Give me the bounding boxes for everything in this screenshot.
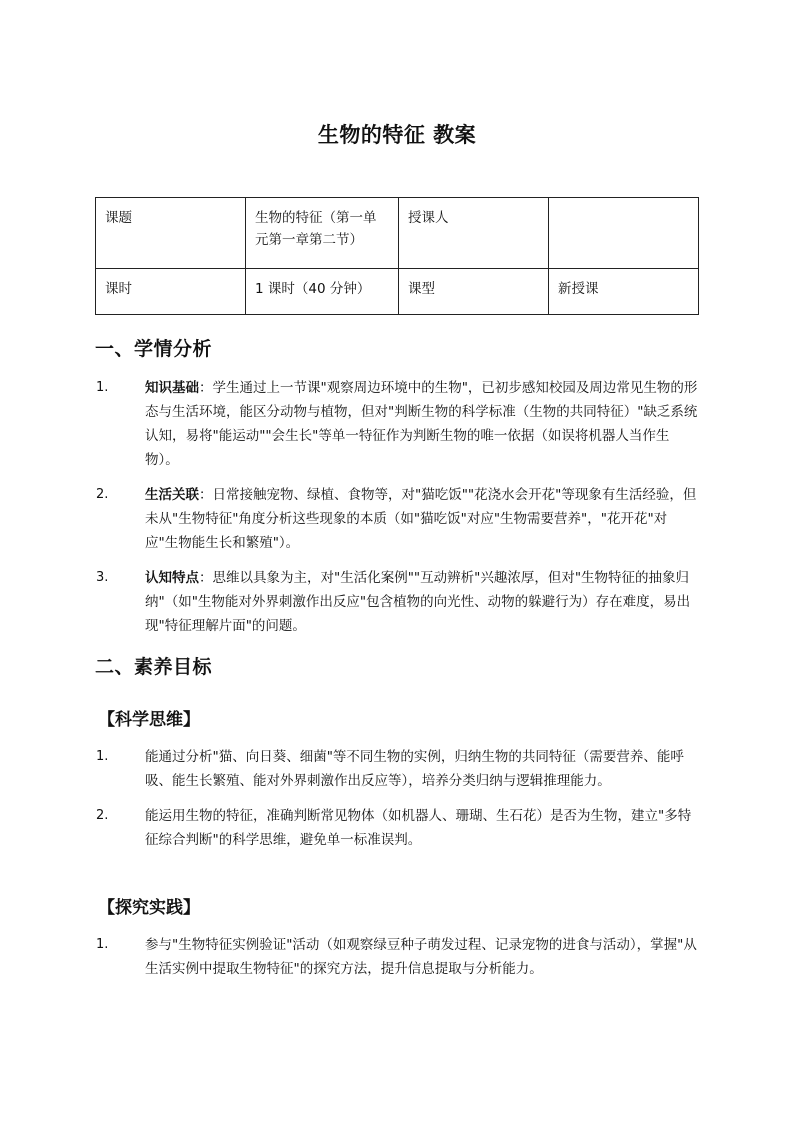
document-title: 生物的特征 教案 <box>317 123 477 147</box>
type-value-cell: 新授课 <box>549 269 699 315</box>
list-item-number: 1. <box>96 937 109 952</box>
list-item-text: ：学生通过上一节课"观察周边环境中的生物"，已初步感知校园及周边常见生物的形态与生活环境，能区分动物与植物，但对"判断生物的科学标准（生物的共同特征）"缺乏系统认知，易将"能运动""会生长"等单一特征作为判断生物的唯一依据（如误将机器人当作生物）。 <box>145 380 698 468</box>
list-item <box>95 745 700 793</box>
lesson-info-table <box>95 197 699 315</box>
student-analysis-list <box>95 376 700 649</box>
subsection-heading-scientific-thinking: 【科学思维】 <box>98 710 200 730</box>
list-item-number: 2. <box>96 808 109 823</box>
teacher-value-cell <box>549 198 699 269</box>
subsection-heading-inquiry-practice: 【探究实践】 <box>98 898 200 918</box>
table-row <box>96 269 699 315</box>
list-item <box>95 804 700 852</box>
table-row <box>96 198 699 269</box>
list-item-lead: 知识基础 <box>145 380 199 396</box>
list-item-text: 参与"生物特征实例验证"活动（如观察绿豆种子萌发过程、记录宠物的进食与活动），掌握"从生活实例中提取生物特征"的探究方法，提升信息提取与分析能力。 <box>145 937 697 977</box>
list-item-text: 能通过分析"猫、向日葵、细菌"等不同生物的实例，归纳生物的共同特征（需要营养、能呼吸、能生长繁殖、能对外界刺激作出反应等），培养分类归纳与逻辑推理能力。 <box>145 749 684 789</box>
section-heading-competency-goals: 二、素养目标 <box>95 656 213 678</box>
list-item-number: 1. <box>96 749 109 764</box>
topic-label-cell: 课题 <box>96 198 246 269</box>
list-item-number: 3. <box>96 570 109 585</box>
list-item <box>95 933 700 981</box>
list-item <box>95 483 700 555</box>
teacher-label-cell: 授课人 <box>399 198 549 269</box>
topic-value-cell: 生物的特征（第一单元第一章第二节） <box>246 198 399 269</box>
list-item-text: ：日常接触宠物、绿植、食物等，对"猫吃饭""花浇水会开花"等现象有生活经验，但未从"生物特征"角度分析这些现象的本质（如"猫吃饭"对应"生物需要营养"，"花开花"对应"生物能生长和繁殖"）。 <box>145 487 697 551</box>
inquiry-practice-list <box>95 933 700 992</box>
list-item <box>95 566 700 638</box>
hours-value-cell: 1 课时（40 分钟） <box>246 269 399 315</box>
list-item-lead: 认知特点 <box>145 570 199 586</box>
list-item-number: 1. <box>96 380 109 395</box>
hours-label-cell: 课时 <box>96 269 246 315</box>
list-item-lead: 生活关联 <box>145 487 199 503</box>
type-label-cell: 课型 <box>399 269 549 315</box>
section-heading-student-analysis: 一、学情分析 <box>95 338 213 360</box>
list-item-number: 2. <box>96 487 109 502</box>
scientific-thinking-list <box>95 745 700 863</box>
list-item-text: 能运用生物的特征，准确判断常见物体（如机器人、珊瑚、生石花）是否为生物，建立"多特征综合判断"的科学思维，避免单一标准误判。 <box>145 808 692 848</box>
list-item-text: ：思维以具象为主，对"生活化案例""互动辨析"兴趣浓厚，但对"生物特征的抽象归纳"（如"生物能对外界刺激作出反应"包含植物的向光性、动物的躲避行为）存在难度，易出现"特征理解片面"的问题。 <box>145 570 691 634</box>
list-item <box>95 376 700 472</box>
